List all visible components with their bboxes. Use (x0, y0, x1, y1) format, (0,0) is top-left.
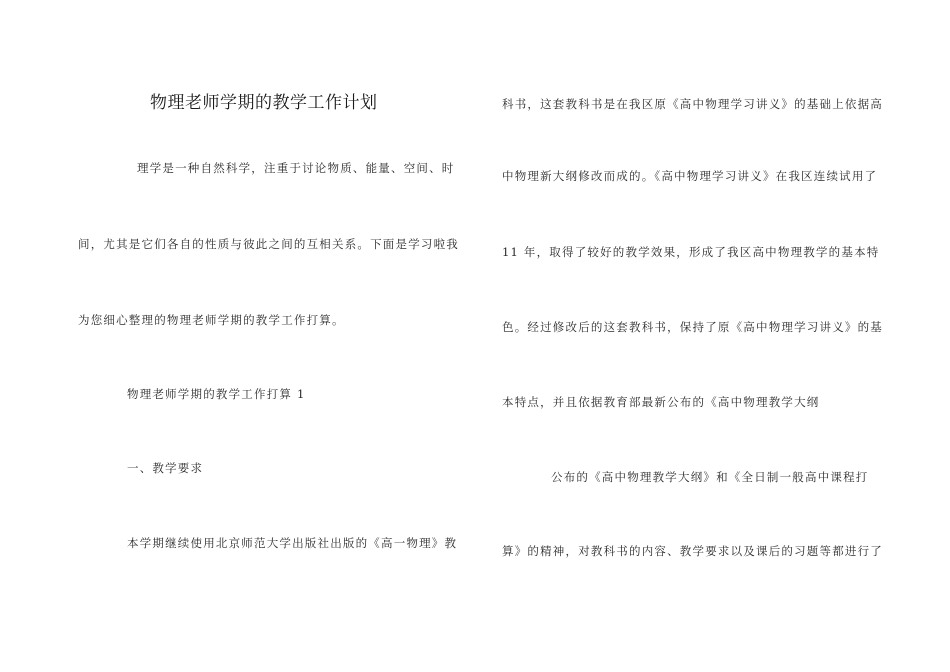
paragraph-line: 算》的精神，对教科书的内容、教学要求以及课后的习题等都进行了 (502, 544, 883, 558)
paragraph-line: 中物理新大纲修改而成的。《高中物理学习讲义》在我区连续试用了 (502, 169, 878, 183)
paragraph-line: 间，尤其是它们各自的性质与彼此之间的互相关系。下面是学习啦我 (78, 237, 459, 251)
paragraph-line: 科书，这套教科书是在我区原《高中物理学习讲义》的基础上依据高 (502, 97, 883, 111)
paragraph-line: 为您细心整理的物理老师学期的教学工作打算。 (78, 313, 345, 327)
paragraph-line: 色。经过修改后的这套教科书，保持了原《高中物理学习讲义》的基 (502, 320, 883, 334)
document-title: 物理老师学期的教学工作计划 (150, 93, 378, 113)
paragraph-line: 11 年，取得了较好的教学效果，形成了我区高中物理教学的基本特 (502, 245, 880, 259)
paragraph-line: 公布的《高中物理教学大纲》和《全日制一般高中课程打 (551, 470, 869, 484)
paragraph-line: 理学是一种自然科学，注重于讨论物质、能量、空间、时 (137, 161, 455, 175)
section-heading: 物理老师学期的教学工作打算 1 (127, 387, 306, 401)
paragraph-line: 本特点，并且依据教育部最新公布的《高中物理教学大纲 (502, 395, 820, 409)
subsection-heading: 一、教学要求 (127, 461, 204, 475)
paragraph-line: 本学期继续使用北京师范大学出版社出版的《高一物理》教 (127, 536, 458, 550)
